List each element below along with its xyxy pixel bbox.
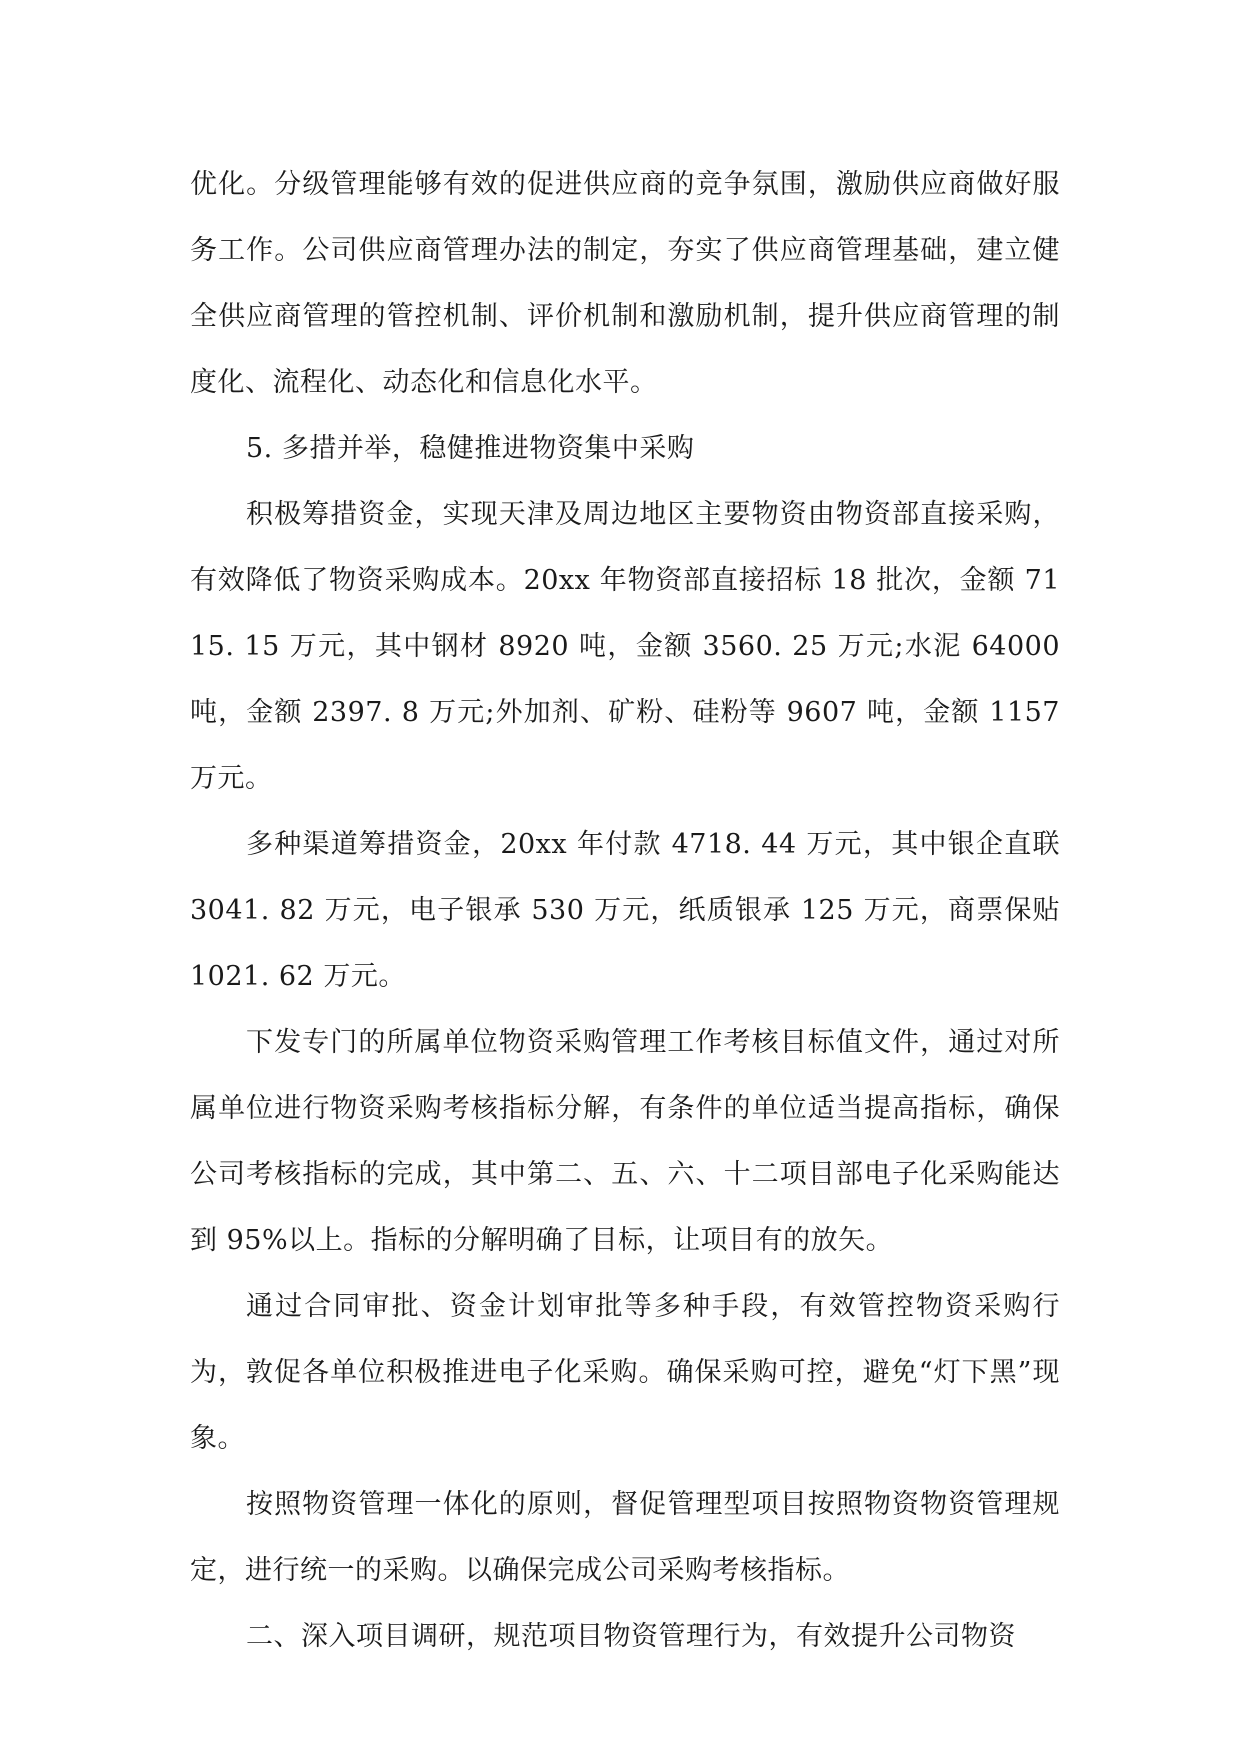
paragraph-supplier-management: 优化。分级管理能够有效的促进供应商的竞争氛围，激励供应商做好服务工作。公司供应商管理办法的制定，夯实了供应商管理基础，建立健全供应商管理的管控机制、评价机制和激励机制，提升供应商管理的制度化、流程化、动态化和信息化水平。 [190, 169, 1060, 398]
section-heading-project-research: 二、深入项目调研，规范项目物资管理行为，有效提升公司物资 [246, 1621, 1016, 1652]
paragraph-assessment-targets: 下发专门的所属单位物资采购管理工作考核目标值文件，通过对所属单位进行物资采购考核指标分解，有条件的单位适当提高指标，确保公司考核指标的完成，其中第二、五、六、十二项目部电子化采购能达到 95%以上。指标的分解明确了目标，让项目有的放矢。 [190, 1027, 1060, 1256]
paragraph-integrated-management: 按照物资管理一体化的原则，督促管理型项目按照物资物资管理规定，进行统一的采购。以确保完成公司采购考核指标。 [190, 1489, 1060, 1586]
section-heading-centralized-procurement: 5. 多措并举，稳健推进物资集中采购 [246, 433, 695, 464]
paragraph-contract-approval: 通过合同审批、资金计划审批等多种手段，有效管控物资采购行为，敦促各单位积极推进电子化采购。确保采购可控，避免“灯下黑”现象。 [190, 1291, 1060, 1454]
paragraph-funding-channels: 多种渠道筹措资金，20xx 年付款 4718. 44 万元，其中银企直联 3041. 82 万元，电子银承 530 万元，纸质银承 125 万元，商票保贴 1021. 62 万元。 [190, 829, 1060, 992]
document-body [190, 152, 1060, 1670]
paragraph-direct-purchasing: 积极筹措资金，实现天津及周边地区主要物资由物资部直接采购，有效降低了物资采购成本。20xx 年物资部直接招标 18 批次，金额 7115. 15 万元，其中钢材 8920 吨，金额 3560. 25 万元;水泥 64000 吨，金额 2397. 8 万元;外加剂、矿粉、硅粉等 9607 吨，金额 1157 万元。 [190, 499, 1060, 794]
